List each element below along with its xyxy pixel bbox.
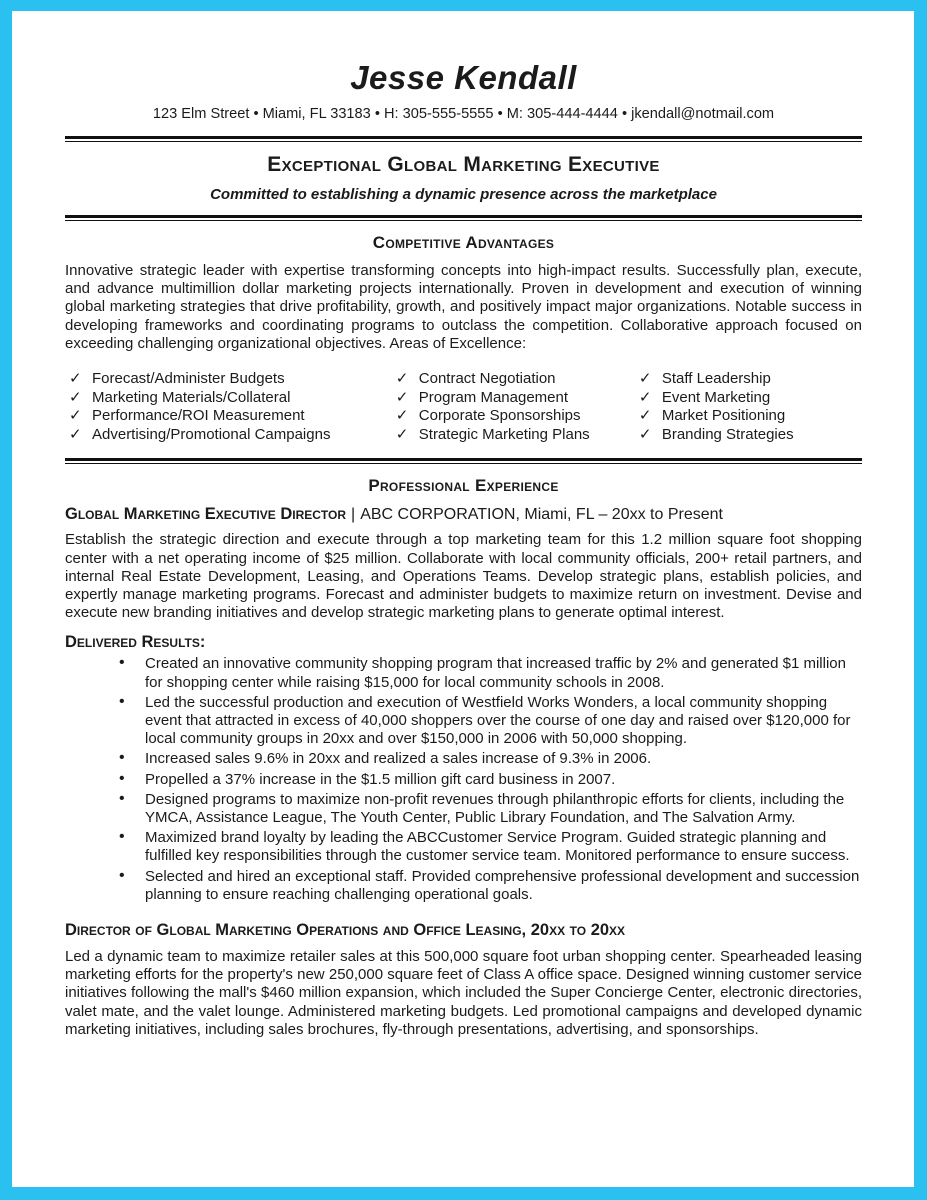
- excellence-item: [65, 407, 392, 426]
- excellence-item-label: Event Marketing: [661, 388, 771, 406]
- excellence-item: [392, 370, 635, 389]
- result-bullet: • Increased sales 9.6% in 20xx and realized a sales increase of 9.3% in 2006.: [145, 750, 862, 768]
- job-summary-1: Establish the strategic direction and execute through a top marketing team for this 1.2 million square foot shopping center with a net operating income of $25 million. Collaborate with local community officials, 200+ retail partners, and internal Real Estate Development, Leasing, and Operations Teams. Develop strategic plans, establish policies, and expertly manage marketing programs. Forecast and administer budgets to maximize return on investment. Devise and execute new branding initiatives and develop strategic marketing plans to generate optimal interest.: [65, 531, 862, 622]
- job-title-1: Global Marketing Executive Director: [65, 505, 347, 524]
- excellence-item-label: Branding Strategies: [661, 425, 794, 443]
- result-bullet: • Maximized brand loyalty by leading the ABCCustomer Service Program. Guided strategic planning and fulfilled key responsibilities through the customer service team. Monitored performance to ensure success.: [145, 829, 862, 865]
- excellence-item-label: Advertising/Promotional Campaigns: [92, 425, 331, 443]
- check-icon: ✓: [69, 370, 82, 388]
- competitive-advantages-summary: Innovative strategic leader with expertise transforming concepts into high-impact results. Successfully plan, execute, and advance multimillion dollar marketing projects internationally. Proven in development and execution of winning global marketing strategies that drive profitability, growth, and positively impact major organizations. Notable success in developing frameworks and coordinating programs to outclass the competition. Collaborative approach focused on exceeding challenging organizational objectives. Areas of Excellence:: [65, 262, 862, 352]
- excellence-item-label: Corporate Sponsorships: [418, 407, 581, 425]
- excellence-item: [65, 370, 392, 389]
- result-bullet: • Selected and hired an exceptional staff. Provided comprehensive professional development and succession planning to ensure reaching challenging operational goals.: [145, 868, 862, 904]
- excellence-item: [392, 389, 635, 408]
- excellence-item: [635, 389, 862, 408]
- job-separator: |: [351, 506, 356, 524]
- areas-of-excellence-grid: [65, 370, 862, 444]
- job-company-1: ABC CORPORATION, Miami, FL – 20xx to Present: [360, 506, 723, 524]
- divider-headline: [65, 215, 862, 221]
- contact-line: 123 Elm Street • Miami, FL 33183 • H: 305-555-5555 • M: 305-444-4444 • jkendall@notmail.com: [152, 106, 775, 122]
- check-icon: ✓: [638, 388, 652, 406]
- excellence-item: [635, 407, 862, 426]
- result-bullet: • Led the successful production and execution of Westfield Works Wonders, a local community shopping event that attracted in excess of 40,000 shoppers over the course of one day and raised over $120,000 for local community groups in 20xx and over $150,000 in 2006 with 50,000 shopping.: [145, 694, 862, 749]
- candidate-name: Jesse Kendall: [350, 59, 577, 96]
- check-icon: ✓: [638, 425, 652, 443]
- job-heading-1: [65, 505, 862, 524]
- excellence-item-label: Market Positioning: [661, 407, 786, 425]
- delivered-results-heading: Delivered Results:: [65, 633, 206, 652]
- check-icon: ✓: [395, 388, 409, 406]
- excellence-item-label: Staff Leadership: [661, 370, 771, 388]
- check-icon: ✓: [395, 407, 409, 425]
- check-icon: ✓: [638, 407, 652, 425]
- excellence-item-label: Strategic Marketing Plans: [418, 425, 590, 443]
- result-bullet: • Created an innovative community shopping program that increased traffic by 2% and generated $1 million for shopping center while raising $15,000 for local community schools in 2008.: [145, 655, 862, 691]
- check-icon: ✓: [395, 425, 409, 443]
- excellence-column-3: [635, 370, 862, 444]
- check-icon: ✓: [69, 407, 82, 425]
- divider-experience: [65, 458, 862, 464]
- resume-headline: Exceptional Global Marketing Executive: [267, 153, 660, 176]
- job-heading-2: Director of Global Marketing Operations and Office Leasing, 20xx to 20xx: [65, 921, 626, 940]
- result-bullet: • Propelled a 37% increase in the $1.5 million gift card business in 2007.: [145, 771, 862, 789]
- resume-page: [12, 11, 914, 1187]
- excellence-item: [392, 407, 635, 426]
- excellence-item-label: Performance/ROI Measurement: [92, 407, 305, 425]
- check-icon: ✓: [395, 370, 409, 388]
- excellence-item: [392, 426, 635, 445]
- section-heading-competitive-advantages: Competitive Advantages: [372, 233, 555, 252]
- resume-tagline: Committed to establishing a dynamic presence across the marketplace: [210, 186, 717, 203]
- excellence-item-label: Marketing Materials/Collateral: [92, 388, 291, 406]
- results-list: [65, 655, 862, 904]
- excellence-item: [635, 426, 862, 445]
- excellence-column-1: [65, 370, 392, 444]
- excellence-item-label: Contract Negotiation: [418, 370, 556, 388]
- excellence-item: [635, 370, 862, 389]
- check-icon: ✓: [69, 425, 82, 443]
- job-summary-2: Led a dynamic team to maximize retailer sales at this 500,000 square foot urban shopping center. Spearheaded leasing marketing efforts for the property's new 250,000 square feet of Class A office space. Designed winning customer service initiatives following the mall's $460 million expansion, which included the Super Concierge Center, electronic directories, valet mate, and the valet lounge. Administered marketing budgets. Led promotional campaigns and developed dynamic marketing initiatives, including sales brochures, fly-through presentations, advertising, and sponsorships.: [65, 948, 862, 1038]
- result-bullet: • Designed programs to maximize non-profit revenues through philanthropic efforts for clients, including the YMCA, Assistance League, The Youth Center, Public Library Foundation, and The Salvation Army.: [145, 791, 862, 827]
- excellence-item: [65, 426, 392, 445]
- excellence-item-label: Program Management: [418, 388, 569, 406]
- divider-header: [65, 136, 862, 142]
- excellence-item-label: Forecast/Administer Budgets: [92, 370, 285, 388]
- check-icon: ✓: [69, 388, 82, 406]
- excellence-column-2: [392, 370, 635, 444]
- check-icon: ✓: [638, 370, 652, 388]
- section-heading-professional-experience: Professional Experience: [368, 476, 559, 496]
- excellence-item: [65, 389, 392, 408]
